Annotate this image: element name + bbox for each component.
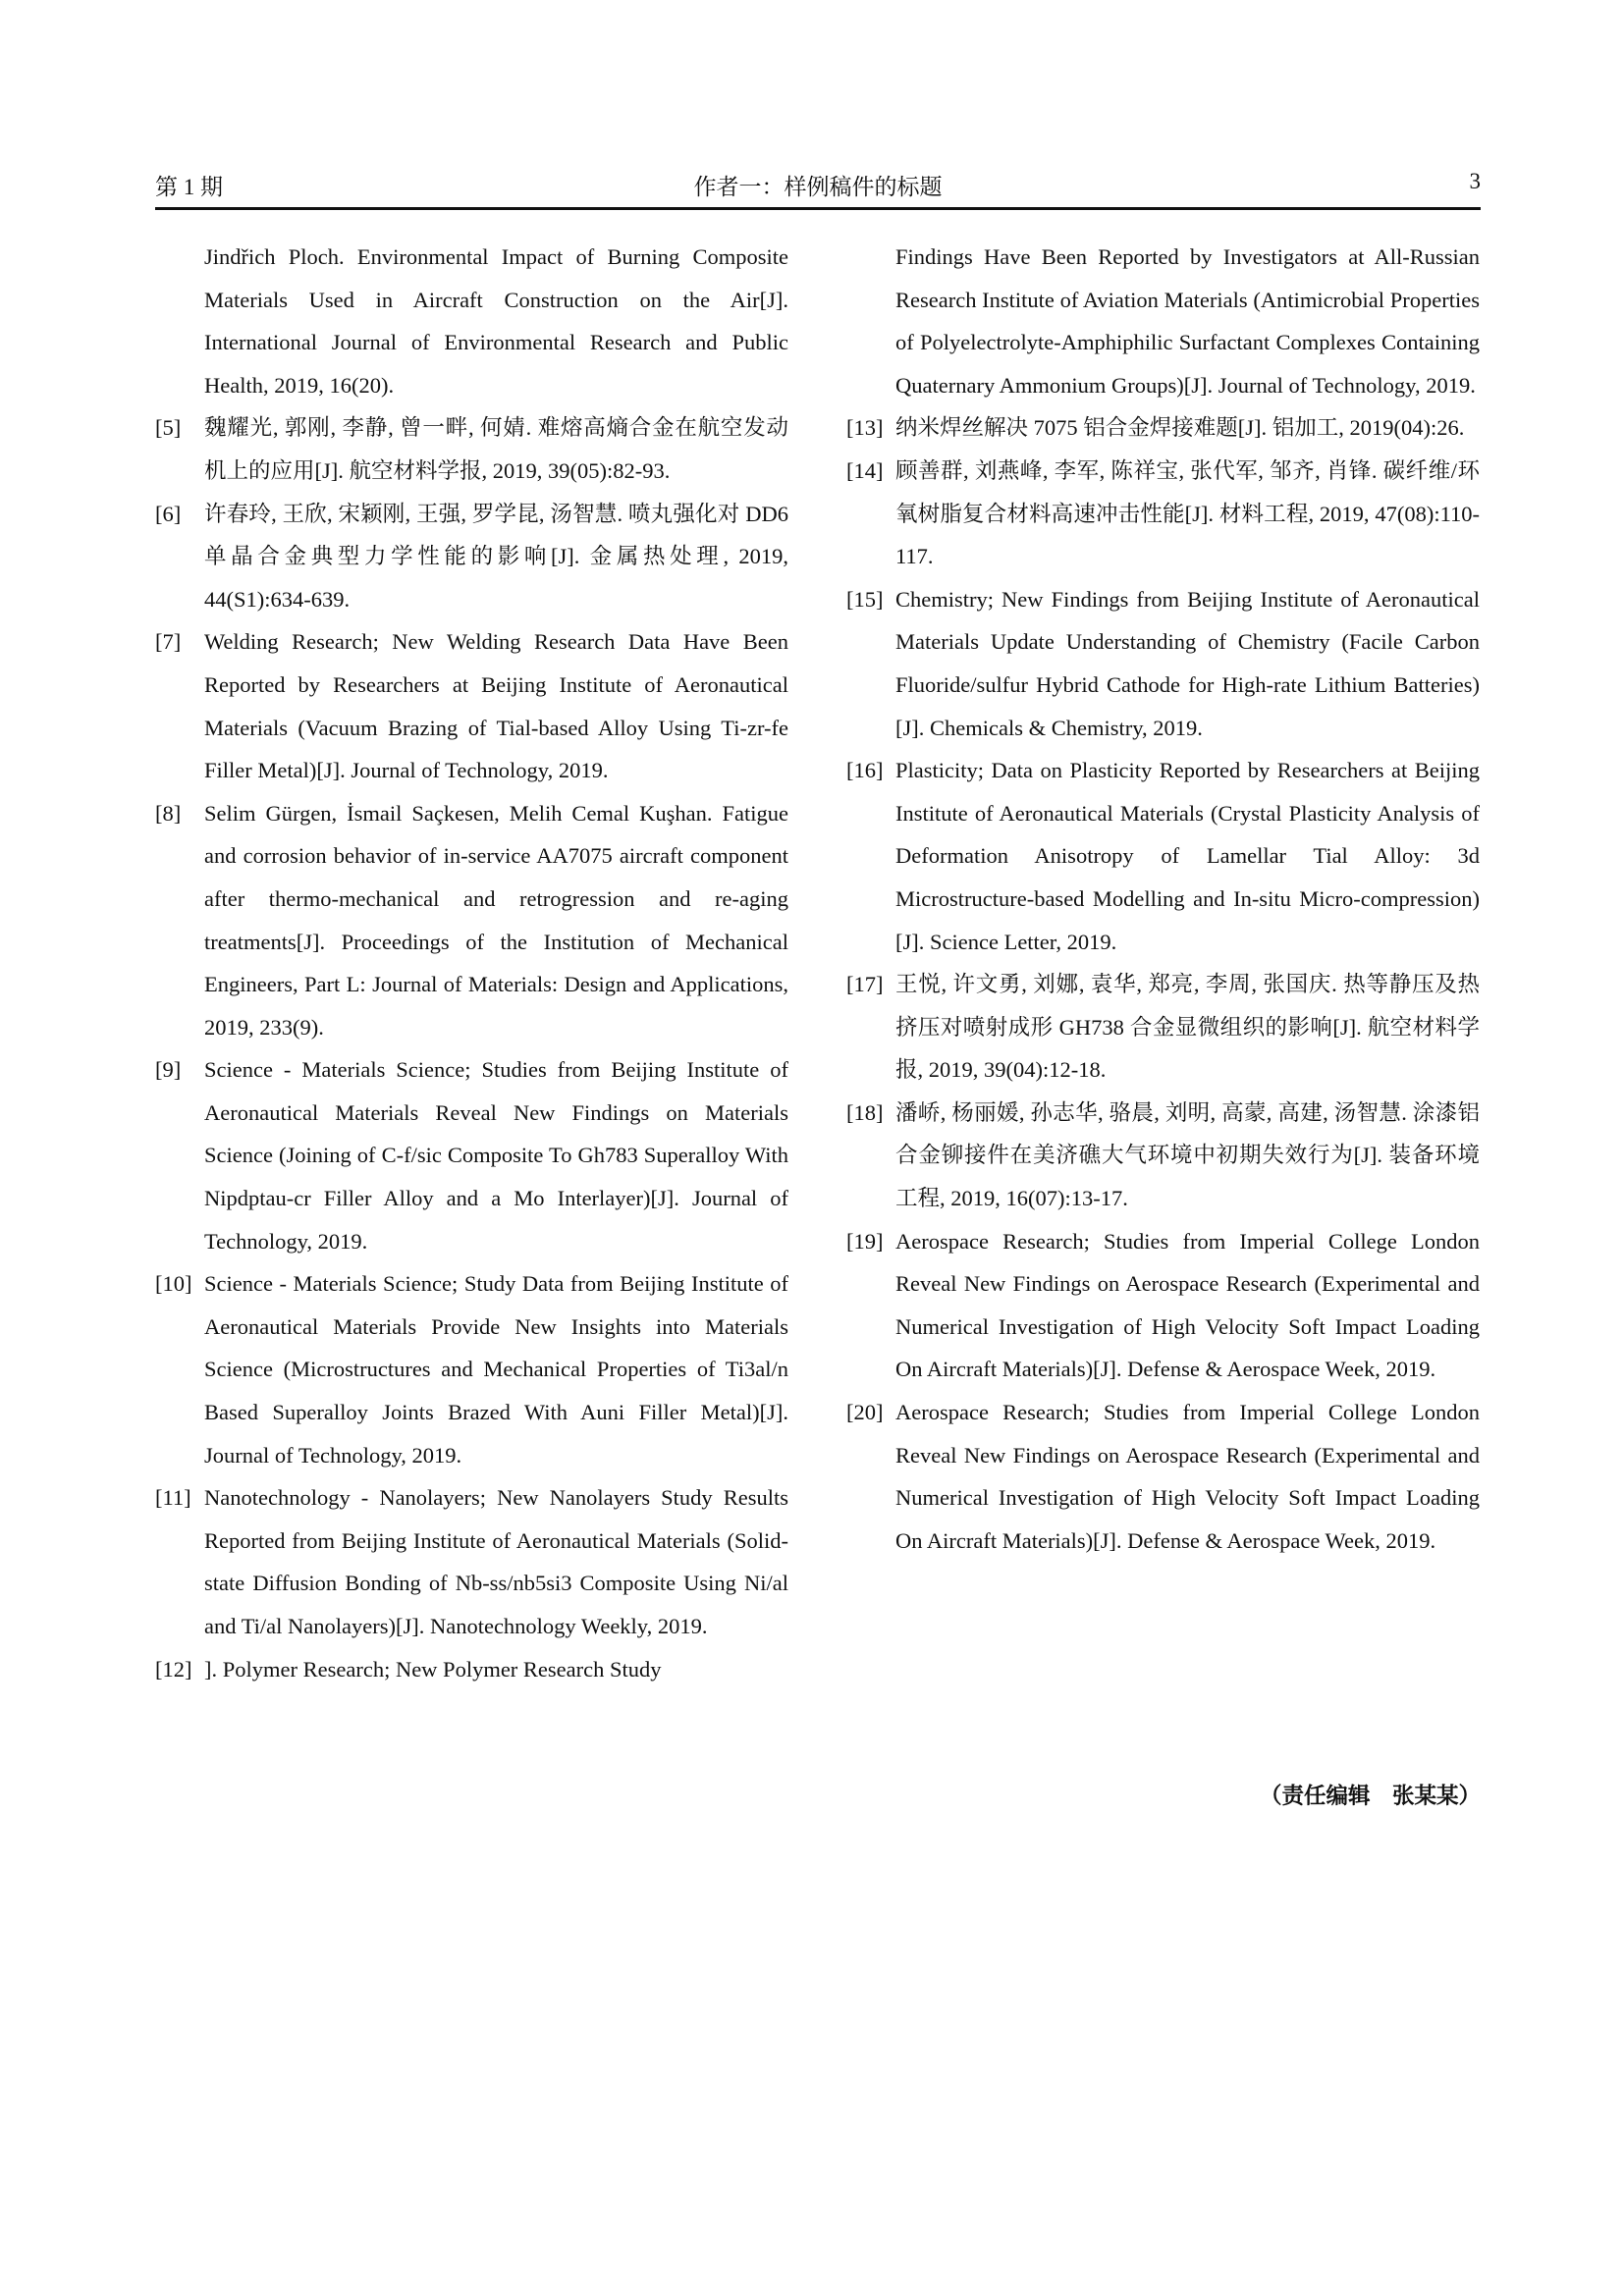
reference-text: 魏耀光, 郭刚, 李静, 曾一畔, 何婧. 难熔高熵合金在航空发动机上的应用[J]. 航空材料学报, 2019, 39(05):82-93. xyxy=(204,415,788,483)
responsible-editor: （责任编辑 张某某） xyxy=(1259,1784,1481,1808)
reference-text: Chemistry; New Findings from Beijing Institute of Aeronautical Materials Update Understanding of Chemistry (Facile Carbon Fluoride/sulfur Hybrid Cathode for High-rate Lithium Batteries)[J]. Chemicals & Chemistry, 2019. xyxy=(895,586,1480,740)
header-rule xyxy=(155,207,1481,210)
issue-label: 第 1 期 xyxy=(155,175,223,199)
reference-text: Welding Research; New Welding Research Data Have Been Reported by Researchers at Beijing Institute of Aeronautical Materials (Vacuum Brazing of Tial-based Alloy Using Ti-zr-fe Filler Metal)[J]. Journal of Technology, 2019. xyxy=(204,629,788,783)
reference-text: Science - Materials Science; Study Data from Beijing Institute of Aeronautical Materials Provide New Insights into Materials Science (Microstructures and Mechanical Properties of Ti3al/n Based Superalloy Joints Brazed With Auni Filler Metal)[J]. Journal of Technology, 2019. xyxy=(204,1271,788,1468)
reference-number: [9] xyxy=(155,1057,182,1083)
reference-number: [20] xyxy=(846,1400,884,1425)
reference-item xyxy=(846,406,1480,450)
reference-item xyxy=(846,236,1480,406)
paper-title: 作者一：样例稿件的标题 xyxy=(693,175,943,199)
reference-item xyxy=(846,749,1480,963)
reference-item xyxy=(155,406,788,492)
reference-number: [17] xyxy=(846,972,884,997)
reference-item xyxy=(155,1048,788,1262)
reference-text: 王悦, 许文勇, 刘娜, 袁华, 郑亮, 李周, 张国庆. 热等静压及热挤压对喷射成形 GH738 合金显微组织的影响[J]. 航空材料学报, 2019, 39(04):12-18. xyxy=(895,972,1480,1083)
reference-item xyxy=(846,963,1480,1092)
reference-item xyxy=(155,620,788,791)
reference-item xyxy=(846,1220,1480,1391)
reference-number: [5] xyxy=(155,415,182,441)
running-header xyxy=(155,169,1481,204)
reference-number: [8] xyxy=(155,800,182,826)
reference-number: [19] xyxy=(846,1228,884,1254)
reference-text: Selim Gürgen, İsmail Saçkesen, Melih Cemal Kuşhan. Fatigue and corrosion behavior of in-service AA7075 aircraft component after thermo-mechanical and retrogression and re-aging treatments[J]. Proceedings of the Institution of Mechanical Engineers, Part L: Journal of Materials: Design and Applications, 2019, 233(9). xyxy=(204,800,788,1040)
references-right-column xyxy=(846,236,1480,1562)
reference-number: [6] xyxy=(155,501,182,526)
reference-text: 纳米焊丝解决 7075 铝合金焊接难题[J]. 铝加工, 2019(04):26. xyxy=(895,415,1465,441)
reference-text: Jindřich Ploch. Environmental Impact of Burning Composite Materials Used in Aircraft Construction on the Air[J]. International Journal of Environmental Research and Public Health, 2019, 16(20). xyxy=(204,244,788,398)
reference-number: [11] xyxy=(155,1485,191,1511)
references-left-column xyxy=(155,236,788,1690)
reference-text: Plasticity; Data on Plasticity Reported by Researchers at Beijing Institute of Aeronautical Materials (Crystal Plasticity Analysis of Deformation Anisotropy of Lamellar Tial Alloy: 3d Microstructure-based Modelling and In-situ Micro-compression)[J]. Science Letter, 2019. xyxy=(895,758,1480,954)
reference-text: Findings Have Been Reported by Investigators at All-Russian Research Institute of Aviation Materials (Antimicrobial Properties of Polyelectrolyte-Amphiphilic Surfactant Complexes Containing Quaternary Ammonium Groups)[J]. Journal of Technology, 2019. xyxy=(895,244,1480,398)
reference-item xyxy=(846,1092,1480,1220)
reference-item xyxy=(155,1648,788,1691)
reference-number: [10] xyxy=(155,1271,192,1297)
reference-number: [18] xyxy=(846,1099,884,1125)
reference-text: Aerospace Research; Studies from Imperial College London Reveal New Findings on Aerospace Research (Experimental and Numerical Investigation of High Velocity Soft Impact Loading On Aircraft Materials)[J]. Defense & Aerospace Week, 2019. xyxy=(895,1400,1480,1553)
reference-item xyxy=(155,1262,788,1476)
reference-number: [13] xyxy=(846,415,884,441)
reference-number: [7] xyxy=(155,629,182,655)
reference-text: Science - Materials Science; Studies from Beijing Institute of Aeronautical Materials Reveal New Findings on Materials Science (Joining of C-f/sic Composite To Gh783 Superalloy With Nipdptau-cr Filler Alloy and a Mo Interlayer)[J]. Journal of Technology, 2019. xyxy=(204,1057,788,1254)
reference-text: 潘峤, 杨丽媛, 孙志华, 骆晨, 刘明, 高蒙, 高建, 汤智慧. 涂漆铝合金铆接件在美济礁大气环境中初期失效行为[J]. 装备环境工程, 2019, 16(07):13-17. xyxy=(895,1099,1480,1211)
reference-number: [16] xyxy=(846,758,884,783)
reference-text: 许春玲, 王欣, 宋颖刚, 王强, 罗学昆, 汤智慧. 喷丸强化对 DD6 单晶合金典型力学性能的影响[J]. 金属热处理, 2019, 44(S1):634-639. xyxy=(204,501,788,612)
reference-number: [12] xyxy=(155,1656,192,1682)
reference-item xyxy=(155,1476,788,1647)
reference-text: ]. Polymer Research; New Polymer Research Study xyxy=(204,1656,662,1682)
reference-item xyxy=(846,450,1480,578)
reference-number: [14] xyxy=(846,457,884,483)
reference-item xyxy=(155,236,788,406)
reference-item xyxy=(155,493,788,621)
reference-text: Nanotechnology - Nanolayers; New Nanolayers Study Results Reported from Beijing Institute of Aeronautical Materials (Solid-state Diffusion Bonding of Nb-ss/nb5si3 Composite Using Ni/al and Ti/al Nanolayers)[J]. Nanotechnology Weekly, 2019. xyxy=(204,1485,788,1638)
reference-item xyxy=(846,578,1480,749)
reference-number: [15] xyxy=(846,586,884,612)
page-number: 3 xyxy=(1469,169,1481,193)
reference-text: 顾善群, 刘燕峰, 李军, 陈祥宝, 张代军, 邹齐, 肖锋. 碳纤维/环氧树脂复合材料高速冲击性能[J]. 材料工程, 2019, 47(08):110-117. xyxy=(895,457,1480,569)
reference-item xyxy=(155,792,788,1049)
reference-text: Aerospace Research; Studies from Imperial College London Reveal New Findings on Aerospace Research (Experimental and Numerical Investigation of High Velocity Soft Impact Loading On Aircraft Materials)[J]. Defense & Aerospace Week, 2019. xyxy=(895,1228,1480,1382)
reference-item xyxy=(846,1391,1480,1562)
